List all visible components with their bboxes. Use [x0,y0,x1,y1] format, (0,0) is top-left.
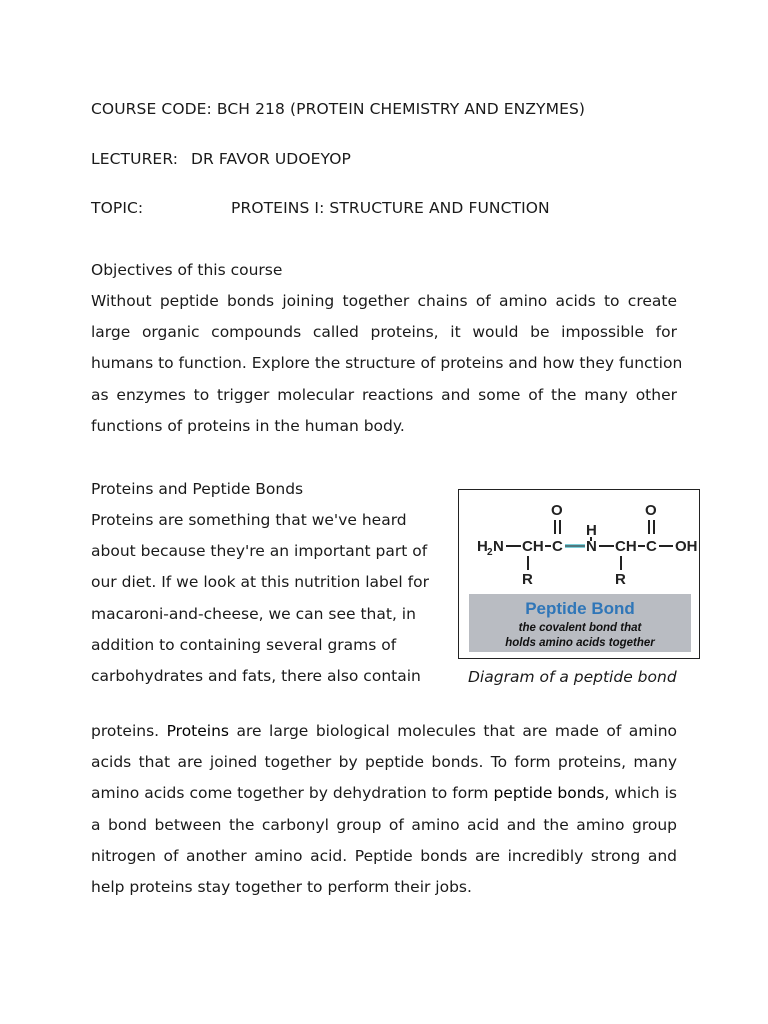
peptide-bond-diagram [459,490,699,658]
keyword-peptide-bonds: peptide bonds [493,784,605,803]
intro-line: about because they're an important part of [91,542,428,561]
intro-line: carbohydrates and fats, there also contain [91,667,421,686]
body-line-4: a bond between the carbonyl group of amino acid and the amino group [91,815,677,834]
body-line-6: help proteins stay together to perform their jobs. [91,878,472,897]
intro-line: addition to containing several grams of [91,635,397,654]
lecturer-line [91,150,352,168]
topic-value: PROTEINS I: STRUCTURE AND FUNCTION [231,199,550,217]
body-text: amino acids come together by dehydration to form [91,784,494,803]
body-text: are large biological molecules that are made of amino [229,722,677,740]
figure-subtitle-1: the covalent bond that [518,622,642,634]
topic-label: TOPIC: [91,199,144,217]
objectives-title: Objectives of this course [91,261,283,279]
ch-label-2: CH [615,538,637,555]
carbon-label-1: C [552,538,563,555]
objectives-line: large organic compounds called proteins, it would be impossible for [91,323,677,342]
lecturer-name: DR FAVOR UDOEYOP [191,150,352,168]
figure-subtitle-2: holds amino acids together [505,637,655,649]
h2n-n-label: N [493,538,504,555]
figure-title: Peptide Bond [525,599,635,618]
objectives-line: humans to function. Explore the structure of proteins and how they function [91,354,683,373]
body-line-1 [91,716,677,747]
course-code: COURSE CODE: BCH 218 (PROTEIN CHEMISTRY AND ENZYMES) [91,100,586,118]
body-text: , which is [604,784,677,803]
peptide-intro-paragraph [91,505,431,692]
intro-line: Proteins are something that we've heard [91,511,407,529]
oxygen-label-2: O [645,502,657,519]
objectives-line: Without peptide bonds joining together chains of amino acids to create [91,292,677,310]
r-group-label-2: R [615,571,626,588]
objectives-paragraph [91,286,683,442]
body-line-2: acids that are joined together by peptide bonds. To form proteins, many [91,753,677,772]
nitrogen-label: N [586,538,597,555]
body-text: proteins. [91,722,167,740]
figure-caption: Diagram of a peptide bond [468,668,677,686]
objectives-line: functions of proteins in the human body. [91,416,405,435]
hydroxyl-label: OH [675,538,698,555]
intro-line: macaroni-and-cheese, we can see that, in [91,604,416,623]
oxygen-label-1: O [551,502,563,519]
objectives-line: as enzymes to trigger molecular reactions and some of the many other [91,385,677,404]
lecturer-label: LECTURER: [91,150,179,168]
topic-line [91,199,550,217]
keyword-proteins: Proteins [166,722,230,740]
hydrogen-label: H [586,522,597,539]
peptide-bond-figure [458,489,700,659]
h2n-h-label: H [477,538,488,555]
proteins-paragraph [91,716,677,903]
body-line-3 [91,778,677,809]
body-line-5: nitrogen of another amino acid. Peptide bonds are incredibly strong and [91,846,677,865]
intro-line: our diet. If we look at this nutrition label for [91,573,429,592]
peptide-section-title: Proteins and Peptide Bonds [91,480,304,498]
h2n-subscript: 2 [487,547,493,558]
ch-label-1: CH [522,538,544,555]
r-group-label-1: R [522,571,533,588]
carbon-label-2: C [646,538,657,555]
